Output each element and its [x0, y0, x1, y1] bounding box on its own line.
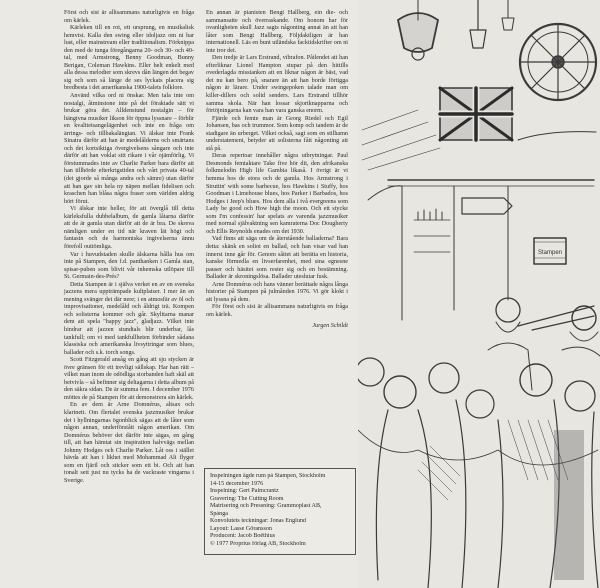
paragraph: Vi älskar inte heller, för att överglå till detta kärleksfulla dubbelalbum, de gamla låtarna därför att de är gamla utan därför att de är bra. De skreva nämligen under en tid när kraven lät högt och fantasin och de harmoniska ingivelserna ännu förefoll outtömliga. — [64, 206, 194, 250]
paragraph: Fjärde och femte man är Georg Riedel och Egil Johansen, bas och trummor. Som komp och tandem är de stadigare än urberget. Vilket också, sagt som en stilhamn understatement, betyder att solisterna fått någonting att stå på. — [206, 115, 348, 152]
paragraph: För först och sist är alltsammans naturligtvis en fråga om kärlek. — [206, 304, 348, 318]
paragraph: Den tredje är Lars Erstrand, vibrafon. Påtlendet att han efterliknar Lionel Hampton stupar på den hittills ovederlagda misstanken att en liknar någon är bäst, vad det nu kan bero på, snarare än att han borde förtigga någon är lärare. Under swingepoken talade man om killer-dillers och solid senders. Lars Erstrand tillhör samma skola. När han lossar skjortknapparna och förtöjningarna kan vara han vara ganska enorm. — [206, 55, 348, 115]
credit-line: Inspelning: Gert Palmcrantz — [210, 488, 279, 494]
paragraph: Arne Domnérus och hans vänner berättade några långa historier på Stampen på julmånden 1976. Vi gör klokt i att lyssna på dem. — [206, 281, 348, 303]
cartwheel-icon — [520, 24, 596, 100]
credit-line: Producent: Jacob Boëthius — [210, 533, 275, 539]
paragraph: Vad finns att säga om de återstående balladerna? Bara detta: skänk en soliot en ballad, och han visar vad han innerst inne går för. Genom såttet att berätta en historia, kanske förmedla en livserfarenhet, med sina egnesne pauser och häsitet som rester sig och en bestämning. Ballader är skroningslösa. Ballader uteslutar fusk. — [206, 236, 348, 281]
credit-line: Konvolutets teckningar: Jonas Englund — [210, 518, 306, 524]
paragraph: En annan är pianisten Bengt Hallberg, ein die- och sammansatte och överraskande. Om honom har för ovanligheten skull Jazz sagts någonting annat än att han låter som Bengt Hallberg. Följdaktligen är han internationell. Läs en bunt utländska facktidskrifter om ni inte tror det. — [206, 10, 348, 54]
credit-line: 14-15 december 1976 — [210, 480, 264, 487]
author-signature: Jurgen Schildt — [312, 322, 348, 330]
paragraph: En av dem är Arne Domnérus, altsax och klarinett. Om flertalet svenska jazzmusiker brukar det i hyllningarnas ögonblick sägas att de låter som någon annan, underförstått någon amerikan. Om Domnérus behöver det därför inte sägas, en gång till, att han hämtat sin inspiration halvvägs mellan Johnny Hodges och Charlie Parker. Låt oss i stället hävda att han i likhet med Mohammad Ali flyger som en fjäril och sticker som ett bi. Och att han tonalt sett just nu tycks ha de vackraste vingarna i Sverige. — [64, 402, 194, 484]
credit-line: Spånga — [210, 510, 228, 517]
credit-line: Inspelningen ägde rum på Stampen, Stockholm — [210, 473, 326, 479]
sign-label: Stampen — [538, 250, 563, 256]
paragraph: Var i huvudstaden skulle älskarna hålla hus om inte på Stampen, den f.d. panthanken i Gamla stan, spisar-puben som blivit vår inhemska utlöpare till St. Germain-des-Prés? — [64, 251, 194, 281]
credit-line: Gravering: The Cutting Room — [210, 495, 284, 502]
paragraph: Först och sist är alltsammans naturligtvis en fråga om kärlek. — [64, 10, 194, 24]
credit-line: © 1977 Proprius förlag AB, Stockholm — [210, 540, 306, 547]
article-column-2 — [206, 10, 348, 330]
credit-line: Matrisering och Pressning: Grammoplast AB, — [210, 503, 322, 509]
paragraph: Scott Fitzgerald ansåg en gång att sju stycken är övre gränsen för ett trevligt sällskap. Har han rätt – vilket man inom de odödliga storbanden haft skäl att betvivla – så befinner sig deltagarna i detta album på den säkra sidan. De är summa fem. I december 1976 möttes de på Stampen för att demonstrera sin kärlek. — [64, 357, 194, 401]
article-column-1 — [64, 10, 194, 485]
paragraph: Deras repertoar innehåller några utbrytningar. Paul Desmonds femtaktare Take five hör dit, den afrikanska folkmelodin High life Gambia likaså. I övrigt är vi hemma hos de stora och de gamla. Hos Armstrong i Struttin' with some barbecue, hos Hawkins i Stuffy, hos Goodman i Limehouse blues, hos Parker i Barbados, hos Hodges i Jeep's blues. Hos dem alla i två evergreens som Lady be good och How high the moon. Och ett stycke som I'm confessin' har spelats av varenda jazzmusiker med normal självaktning sen kamraterna Doc Dougherty och Ellis Reynolds enades om det 1930. — [206, 153, 348, 235]
credit-line: Layout: Lasse Göransson — [210, 525, 272, 532]
paragraph: Använd vilka ord ni önskar. Men tala inte om nostalgi, åtminstone inte på det föraktade sätt vi brukar göra det. Alldenstund nostalgin – för hängivna musiker likson för öppna lyssnare – förblir en kvalitetsangelägenhet och inte en fråga om ärrings- och tillbakalängtan. Vi älskar inte Frank Sinatra därför att han är medelålderns och smärtans och det kortsiktiga övergivelsens sångare och inte därför att han voklat sitt rikare i vår ojämförlig. Vi förstummades inte av Charlie Parker bara därför att han tillhörde efterkrigstiden och vårt privata 40-tal (det gjorde så många andra och sämre) utan därför att han gav sin hela ny näpen mellan fidelisen och kraschen han blåsa några fraser som världen aldrig hört förut. — [64, 93, 194, 205]
paragraph: Kärleken till en rot, ett ursprung, en musikalisk hemvist. Kalla den swing eller idoljazz om ni har lust, eller mainstream eller traditionalism. Förknippa den med de tunga föregångarna 20- och 30- och 40-tal, med Armstrong, Benny Goodman, Bunny Berigan, Coleman Hawkins. Eller helt enkelt med alla dessa melodier som skrevs dån längen det begav sig och som så länge de ses lyckats placera sig bredbesta i det amerikanska 1900-talets folklore. — [64, 25, 194, 92]
credits-box — [204, 468, 356, 555]
paragraph: Detta Stampen är i själva verket en av en svenska jazzens mera uppträmpade kultplatser. I mer än en mening svänger det där nere; i en atmosfär av öl och improvisationer, medelåld och åldrigt trä. Kompen och solisterna kommer och går. Skylttarna manar dem att spela "happy jazz", gladjazz. Vilket inte hindrar att jazzen stundtals blir underbar, lås tankfull; om vi med tankfullheten förbinder sådana klassiska och amerikanska livsyttringar som blues, ballader och s.k. torch songs. — [64, 281, 194, 356]
union-jack-flag-icon — [440, 88, 512, 140]
pub-interior-sketch — [358, 0, 600, 588]
